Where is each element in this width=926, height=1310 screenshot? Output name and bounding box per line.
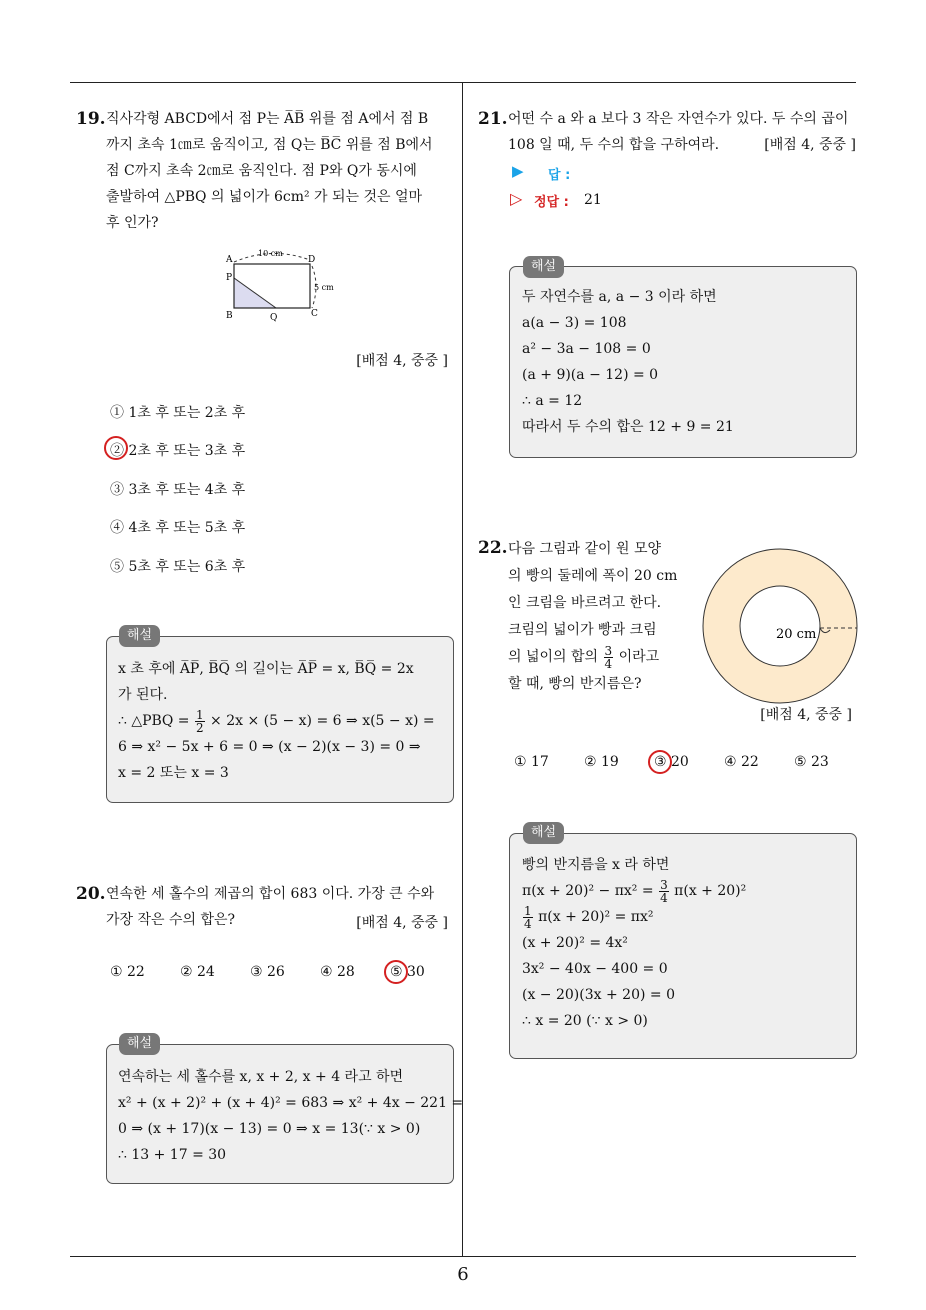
sol-line: 두 자연수를 a, a − 3 이라 하면 <box>522 289 717 305</box>
q22-solution-text <box>522 852 746 1034</box>
q19-option-2[interactable]: ② 2초 후 또는 3초 후 <box>110 443 246 459</box>
label-side-length: 5 cm <box>314 283 334 292</box>
answer-label: 답 : <box>548 168 571 183</box>
q22-line: 할 때, 빵의 반지름은? <box>508 676 642 692</box>
q20-line: 연속한 세 홀수의 제곱의 합이 683 이다. 가장 큰 수와 <box>106 886 435 902</box>
key-label: 정답 : <box>534 195 569 210</box>
sol-fragment: π(x + 20)² − πx² = <box>522 883 654 899</box>
fraction-three-quarters: $\frac{3}{4}$ <box>660 877 668 905</box>
label-B: B <box>226 311 233 321</box>
sol-line: ∴ a = 12 <box>522 393 583 409</box>
q22-ring-figure <box>700 546 860 706</box>
fraction-three-quarters: $\frac{3}{4}$ <box>604 643 613 671</box>
page-number: 6 <box>457 1264 469 1285</box>
q20-line: 가장 작은 수의 합은? <box>106 912 236 928</box>
q20-option-1[interactable]: ① 22 <box>110 964 145 980</box>
q22-line: 의 빵의 둘레에 폭이 20 cm <box>508 568 678 584</box>
q19-text <box>106 106 456 236</box>
q21-number: 21. <box>478 109 508 129</box>
q19-line: 출발하여 △PBQ 의 넓이가 6cm² 가 되는 것은 얼마 <box>106 189 423 205</box>
sol-line <box>522 904 746 930</box>
fraction-half: $\frac{1}{2}$ <box>195 707 204 735</box>
q22-number: 22. <box>478 538 508 558</box>
q19-line: 후 인가? <box>106 215 159 231</box>
q21-solution-tag: 해설 <box>523 256 564 278</box>
label-D: D <box>308 255 316 265</box>
answer-circle-mark <box>648 750 672 774</box>
label-Q: Q <box>270 313 278 323</box>
sol-line: 연속하는 세 홀수를 x, x + 2, x + 4 라고 하면 <box>118 1069 404 1085</box>
q22-option-5[interactable]: ⑤ 23 <box>794 754 829 770</box>
sol-line <box>118 708 435 734</box>
q20-option-4[interactable]: ④ 28 <box>320 964 355 980</box>
sol-line: 빵의 반지름을 x 라 하면 <box>522 857 670 873</box>
q19-score: [배점 4, 중중 ] <box>356 353 448 369</box>
sol-line: x = 2 또는 x = 3 <box>118 765 229 781</box>
q19-solution-text <box>118 656 435 786</box>
q20-option-5[interactable]: ⑤ 30 <box>390 964 425 980</box>
q22-option-3[interactable]: ③ 20 <box>654 754 689 770</box>
q22-text <box>508 536 677 698</box>
ring-width-label: 20 cm <box>776 627 817 642</box>
sol-line: x² + (x + 2)² + (x + 4)² = 683 ⇒ x² + 4x − 221 = <box>118 1095 464 1111</box>
fraction-quarter: $\frac{1}{4}$ <box>524 903 532 931</box>
sol-line: 6 ⇒ x² − 5x + 6 = 0 ⇒ (x − 2)(x − 3) = 0 ⇒ <box>118 739 421 755</box>
q22-score: [배점 4, 중중 ] <box>760 707 852 723</box>
sol-line: 3x² − 40x − 400 = 0 <box>522 961 668 977</box>
q21-line: 어떤 수 a 와 a 보다 3 작은 자연수가 있다. 두 수의 곱이 <box>508 111 849 127</box>
answer-arrow-icon: ▶ <box>512 162 524 180</box>
answer-circle-mark <box>384 960 408 984</box>
q19-line: 점 C까지 초속 2㎝로 움직인다. 점 P와 Q가 동시에 <box>106 163 417 179</box>
q21-solution-text <box>522 284 734 440</box>
sol-line: 따라서 두 수의 합은 12 + 9 = 21 <box>522 419 734 435</box>
q20-score: [배점 4, 중중 ] <box>356 915 448 931</box>
q22-fragment: 이라고 <box>618 649 660 665</box>
q19-option-1[interactable]: ① 1초 후 또는 2초 후 <box>110 405 246 421</box>
q22-option-1[interactable]: ① 17 <box>514 754 549 770</box>
sol-line: 가 된다. <box>118 687 168 703</box>
label-top-length: 10 cm <box>258 249 283 258</box>
label-C: C <box>311 309 318 319</box>
q21-score: [배점 4, 중중 ] <box>764 137 856 153</box>
sol-line <box>522 878 746 904</box>
sol-fragment: π(x + 20)² = πx² <box>538 909 654 925</box>
sol-line: ∴ x = 20 (∵ x > 0) <box>522 1013 648 1029</box>
q22-solution-tag: 해설 <box>523 822 564 844</box>
sol-line: 0 ⇒ (x + 17)(x − 13) = 0 ⇒ x = 13(∵ x > 0) <box>118 1121 421 1137</box>
sol-fragment: × 2x × (5 − x) = 6 ⇒ x(5 − x) = <box>210 713 435 729</box>
sol-line: a² − 3a − 108 = 0 <box>522 341 651 357</box>
q22-line <box>508 644 677 671</box>
q22-fragment: 의 넓이의 합의 <box>508 649 599 665</box>
q22-option-4[interactable]: ④ 22 <box>724 754 759 770</box>
q22-option-2[interactable]: ② 19 <box>584 754 619 770</box>
q19-solution-tag: 해설 <box>119 625 160 647</box>
sol-line: x 초 후에 A̅P̅, B̅Q̅ 의 길이는 A̅P̅ = x, B̅Q̅ = 2x <box>118 661 414 677</box>
bottom-rule <box>70 1256 856 1257</box>
q20-number: 20. <box>76 884 106 904</box>
q22-line: 다음 그림과 같이 원 모양 <box>508 541 662 557</box>
label-A: A <box>226 255 233 265</box>
q22-line: 인 크림을 바르려고 한다. <box>508 595 662 611</box>
answer-circle-mark <box>104 436 128 460</box>
q20-option-3[interactable]: ③ 26 <box>250 964 285 980</box>
q19-number: 19. <box>76 109 106 129</box>
top-rule <box>70 82 856 83</box>
q22-line: 크림의 넓이가 빵과 크림 <box>508 622 657 638</box>
label-P: P <box>226 273 233 283</box>
q21-line: 108 일 때, 두 수의 합을 구하여라. <box>508 137 720 153</box>
q20-solution-text <box>118 1064 463 1168</box>
q19-line: 까지 초속 1㎝로 움직이고, 점 Q는 B̅C̅ 위를 점 B에서 <box>106 137 433 153</box>
sol-fragment: ∴ △PBQ = <box>118 713 190 729</box>
q19-line: 직사각형 ABCD에서 점 P는 A̅B̅ 위를 점 A에서 점 B <box>106 111 429 127</box>
q19-rectangle-figure <box>220 244 340 324</box>
q19-option-4[interactable]: ④ 4초 후 또는 5초 후 <box>110 520 246 536</box>
q20-option-2[interactable]: ② 24 <box>180 964 215 980</box>
sol-line: a(a − 3) = 108 <box>522 315 627 331</box>
sol-line: (a + 9)(a − 12) = 0 <box>522 367 659 383</box>
q20-solution-tag: 해설 <box>119 1033 160 1055</box>
key-value: 21 <box>584 192 602 208</box>
q19-option-5[interactable]: ⑤ 5초 후 또는 6초 후 <box>110 559 246 575</box>
q19-option-3[interactable]: ③ 3초 후 또는 4초 후 <box>110 482 246 498</box>
sol-line: ∴ 13 + 17 = 30 <box>118 1147 227 1163</box>
key-arrow-icon: ▷ <box>510 189 523 208</box>
sol-fragment: π(x + 20)² <box>674 883 747 899</box>
sol-line: (x + 20)² = 4x² <box>522 935 628 951</box>
sol-line: (x − 20)(3x + 20) = 0 <box>522 987 675 1003</box>
